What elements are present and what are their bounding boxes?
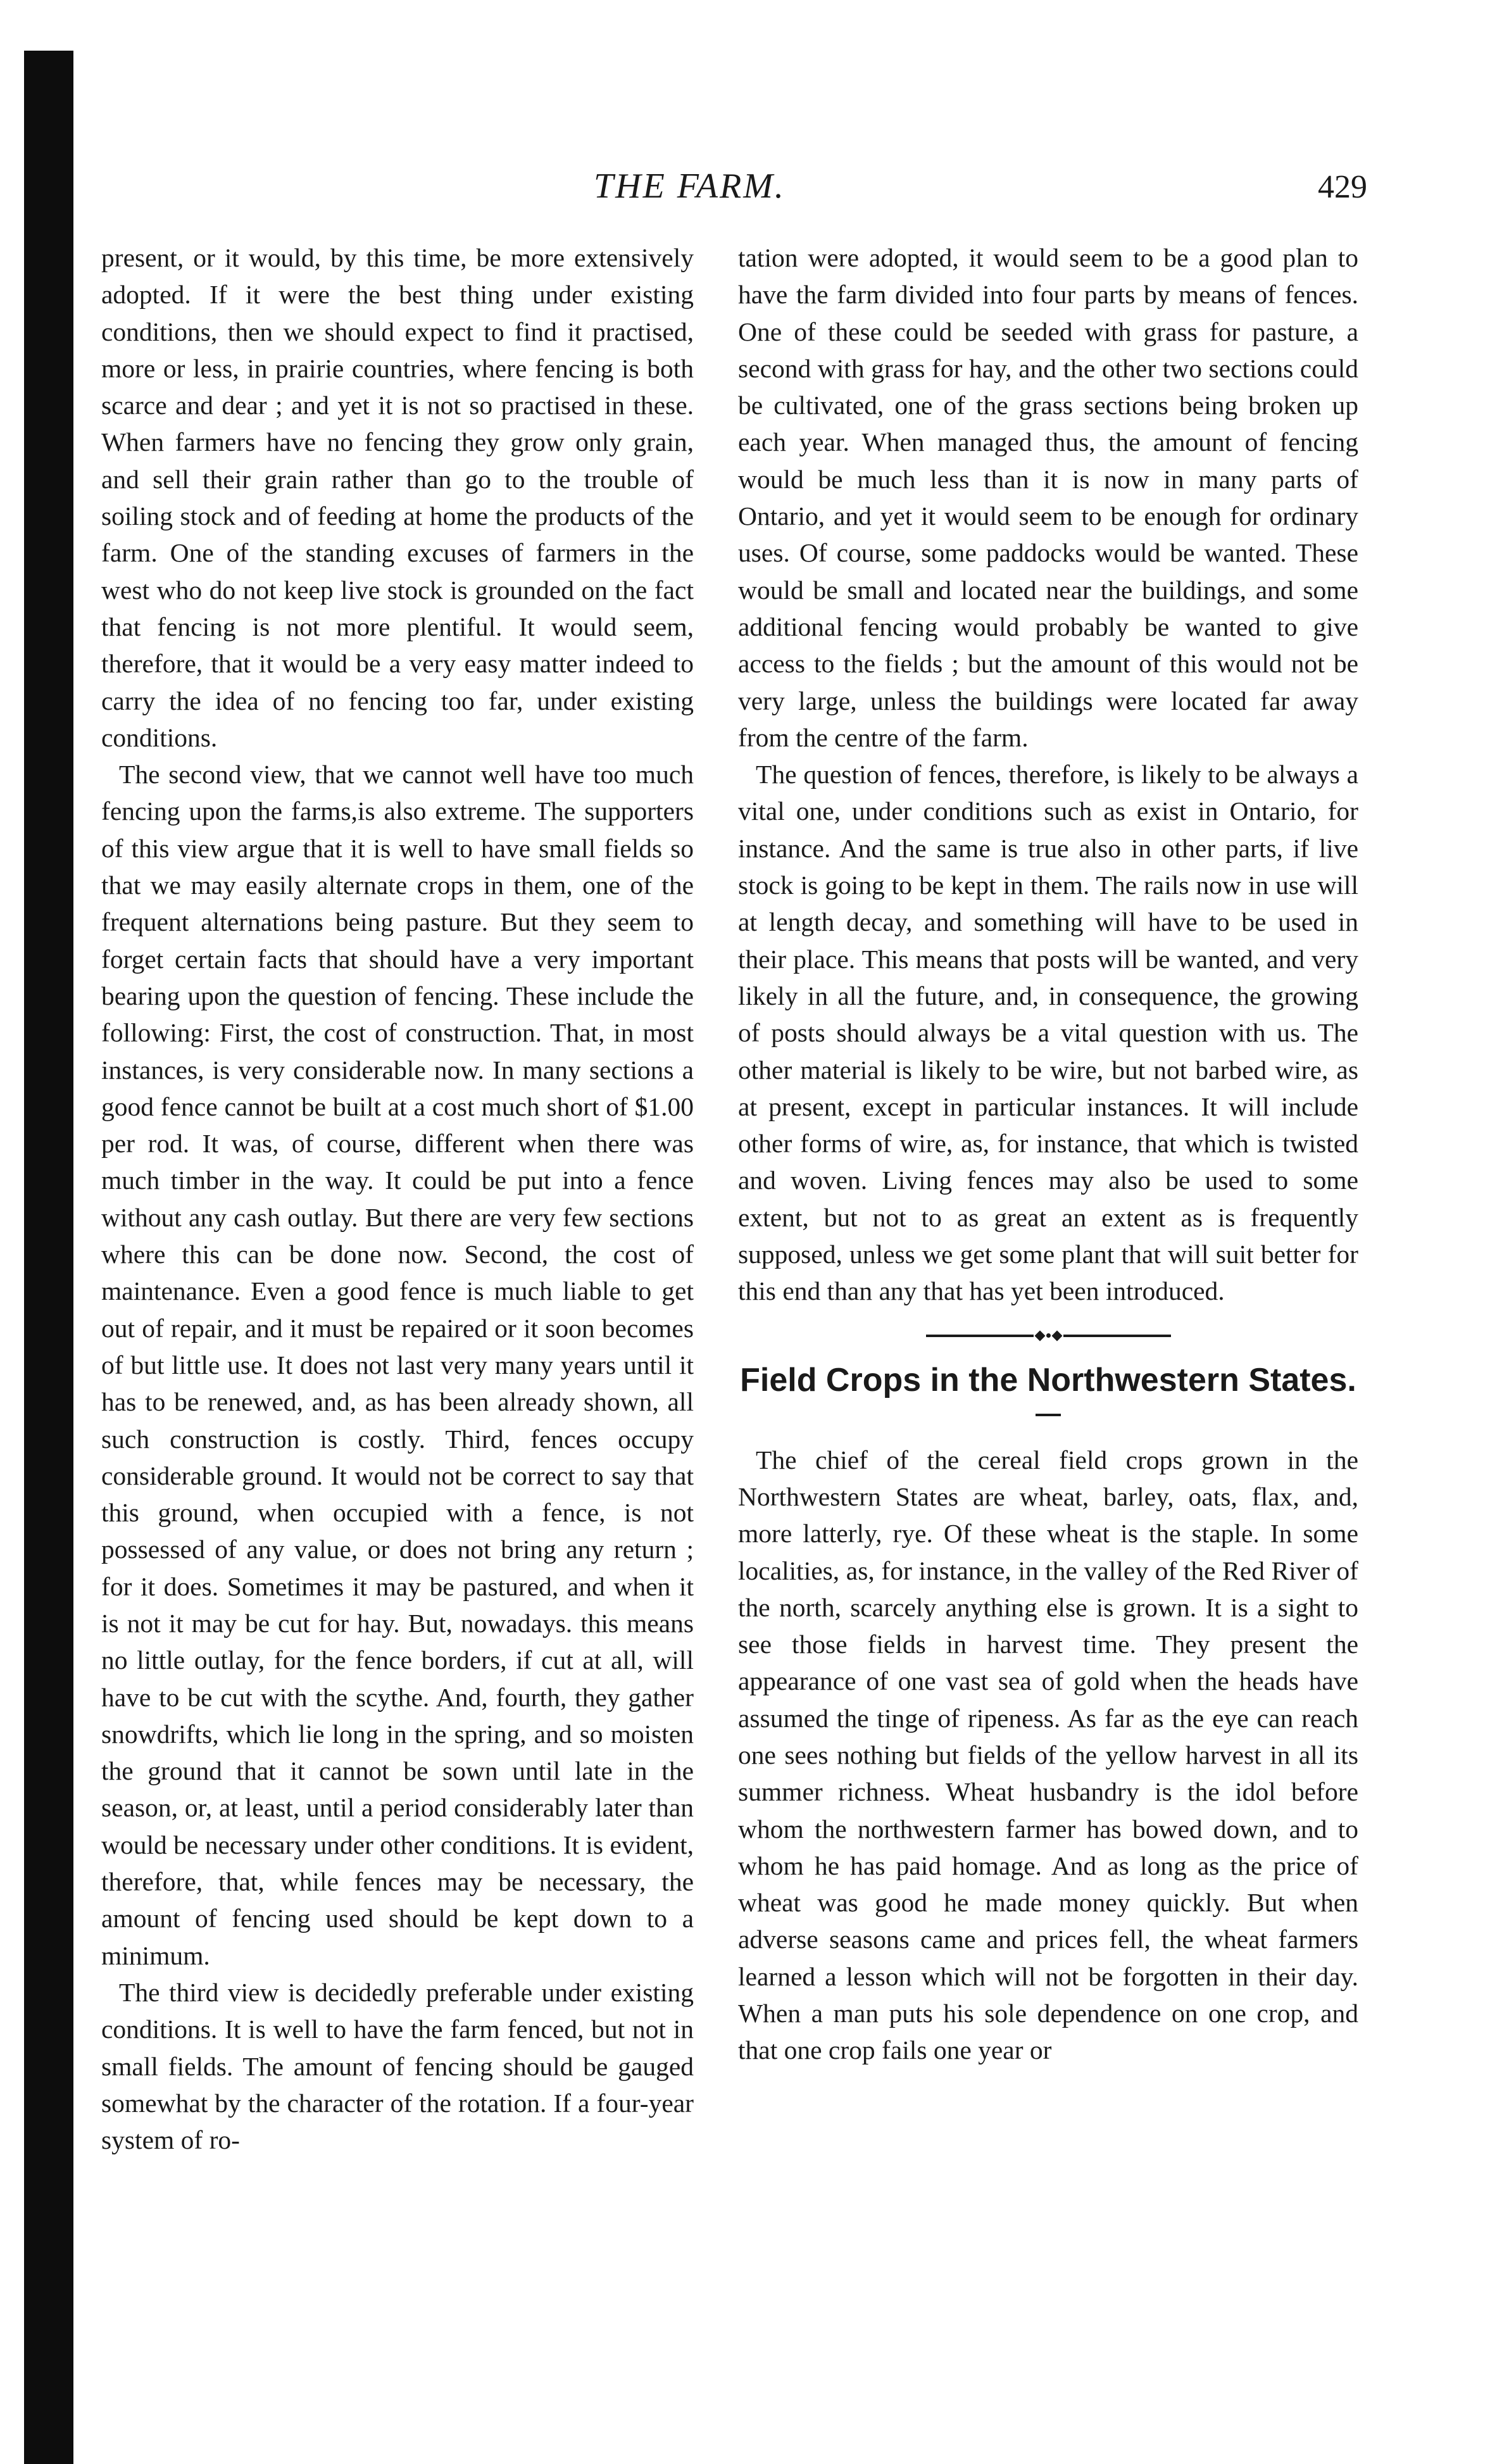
binding-edge — [24, 51, 73, 2464]
divider-rule — [1063, 1335, 1171, 1337]
paragraph: The chief of the cereal field crops grown in the Northwestern States are wheat, barley, oats, flax, and, more latterly, rye. Of these wheat is the staple. In some localities, as, for instance, in the valley of the Red River of the north, scarcely anything else is grown. It is a sight to see those fields in harvest time. They present the appearance of one vast sea of gold when the heads have assumed the tinge of ripeness. As far as the eye can reach one sees nothing but fields of the yellow harvest in all its summer richness. Wheat husbandry is the idol before whom the northwestern farmer has bowed down, and to whom he has paid homage. And as long as the price of wheat was good he made money quickly. But when adverse seasons came and prices fell, the wheat farmers learned a lesson which will not be forgotten in their day. When a man puts his sole dependence on one crop, and that one crop fails one year or — [738, 1445, 1358, 2065]
running-title: THE FARM. — [594, 167, 786, 206]
diamond-ornament — [1051, 1330, 1062, 1341]
right-column — [738, 239, 1358, 2069]
left-column — [101, 239, 694, 2158]
section-divider-ornament — [738, 1326, 1358, 1345]
divider-rule — [926, 1335, 1034, 1337]
page-number: 429 — [1318, 169, 1367, 205]
paragraph: present, or it would, by this time, be more extensively adopted. If it were the best thing under existing conditions, then we should expect to find it practised, more or less, in prairie countries, where fencing is both scarce and dear ; and yet it is not so practised in these. When farmers have no fencing they grow only grain, and sell their grain rather than go to the trouble of soiling stock and of feeding at home the products of the farm. One of the standing excuses of farmers in the west who do not keep live stock is grounded on the fact that fencing is not more plentiful. It would seem, therefore, that it would be a very easy matter indeed to carry the idea of no fencing too far, under existing conditions. — [101, 243, 694, 752]
diamond-ornament — [1034, 1330, 1045, 1341]
page-header — [0, 166, 1490, 217]
divider-diamonds — [1036, 1332, 1061, 1340]
article-heading: Field Crops in the Northwestern States. — [740, 1361, 1356, 1399]
paragraph: The second view, that we cannot well have too much fencing upon the farms,is also extreme. The supporters of this view argue that it is well to have small fields so that we may easily alternate crops in them, one of the frequent alternations being pasture. But they seem to forget certain facts that should have a very important bearing upon the question of fencing. These include the following: First, the cost of construction. That, in most instances, is very considerable now. In many sections a good fence cannot be built at a cost much short of $1.00 per rod. It was, of course, different when there was much timber in the way. It could be put into a fence without any cash outlay. But there are very few sections where this can be done now. Second, the cost of maintenance. Even a good fence is much liable to get out of repair, and it must be repaired or it soon becomes of but little use. It does not last very many years until it has to be renewed, and, as has been already shown, all such construction is costly. Third, fences occupy considerable ground. It would not be correct to say that this ground, when occupied with a fence, is not possessed of any value, or does not bring any return ; for it does. Sometimes it may be pastured, and when it is not it may be cut for hay. But, nowadays. this means no little outlay, for the fence borders, if cut at all, will have to be cut with the scythe. And, fourth, they gather snowdrifts, which lie long in the spring, and so moisten the ground that it cannot be sown until late in the season, or, at least, until a period considerably later than would be necessary under other conditions. It is evident, therefore, that, while fences may be necessary, the amount of fencing used should be kept down to a minimum. — [101, 760, 694, 1970]
dot-ornament — [1046, 1333, 1051, 1338]
paragraph: tation were adopted, it would seem to be a good plan to have the farm divided into four parts by means of fences. One of these could be seeded with grass for pasture, a second with grass for hay, and the other two sections could be cultivated, one of the grass sections being broken up each year. When managed thus, the amount of fencing would be much less than it is now in many parts of Ontario, and yet it would seem to be enough for ordinary uses. Of course, some paddocks would be wanted. These would be small and located near the buildings, and some additional fencing would probably be wanted to give access to the fields ; but the amount of this would not be very large, unless the buildings were located far away from the centre of the farm. — [738, 243, 1358, 752]
paragraph: The question of fences, therefore, is likely to be always a vital one, under conditions such as exist in Ontario, for instance. And the same is true also in other parts, if live stock is going to be kept in them. The rails now in use will at length decay, and something will have to be used in their place. This means that posts will be wanted, and very likely in all the future, and, in consequence, the growing of posts should always be a vital question with us. The other material is likely to be wire, but not barbed wire, as at present, except in particular instances. It will include other forms of wire, as, for instance, that which is twisted and woven. Living fences may also be used to some extent, but not to as great an extent as is frequently supposed, unless we get some plant that will suit better for this end than any that has yet been introduced. — [738, 760, 1358, 1306]
paragraph: The third view is decidedly preferable under existing conditions. It is well to have the farm fenced, but not in small fields. The amount of fencing should be gauged somewhat by the character of the rotation. If a four-year system of ro- — [101, 1977, 694, 2155]
heading-dash — [1036, 1414, 1061, 1416]
